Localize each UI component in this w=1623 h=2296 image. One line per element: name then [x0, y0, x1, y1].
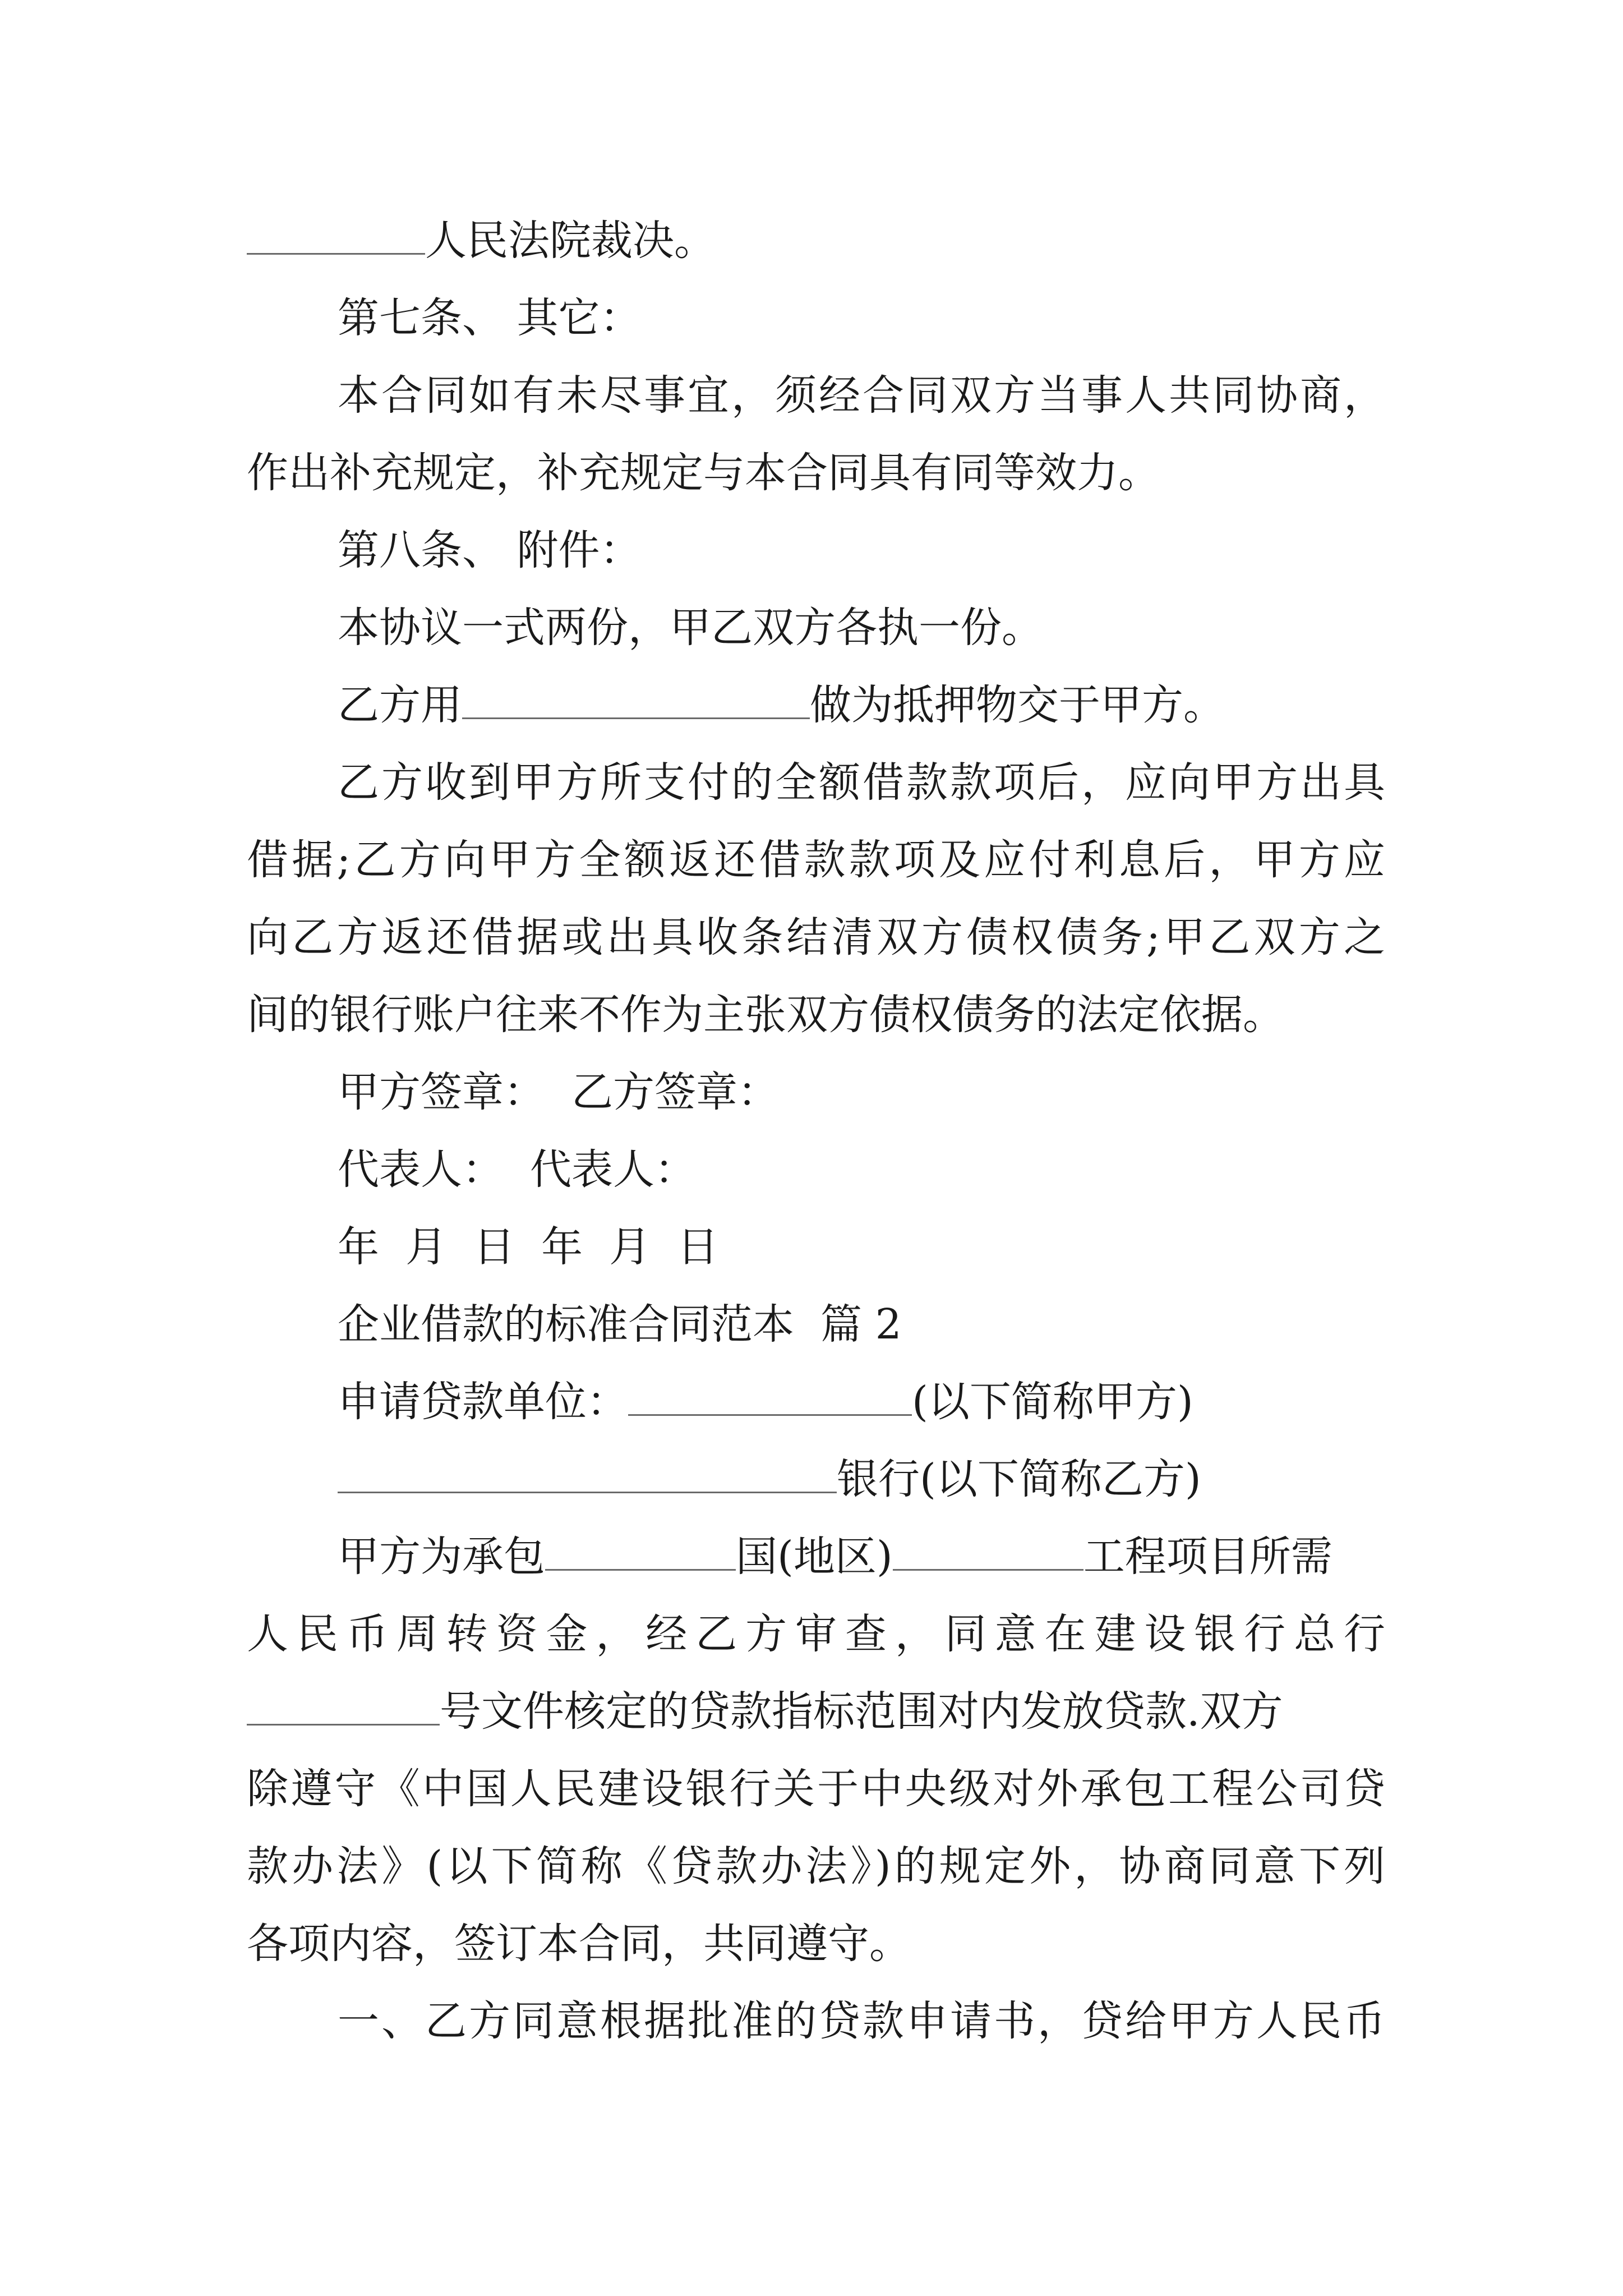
- paragraph-line: 本合同如有未尽事宜，须经合同双方当事人共同协商，: [338, 371, 1385, 420]
- bank-line: 银行(以下简称乙方): [338, 1458, 1385, 1500]
- section-title: 企业借款的标准合同范本 篇 2: [338, 1300, 902, 1349]
- blank-field: [462, 713, 810, 719]
- paragraph-line: 款办法》(以下简称《贷款办法》)的规定外，协商同意下列: [247, 1842, 1385, 1890]
- applicant-line: 申请贷款单位： (以下简称甲方): [338, 1378, 1193, 1426]
- paragraph-line: 乙方收到甲方所支付的全额借款款项后，应向甲方出具: [338, 758, 1385, 807]
- paragraph-line: 本协议一式两份，甲乙双方各执一份。: [338, 604, 1043, 652]
- blank-field: [893, 1565, 1083, 1571]
- document-number-line: 号文件核定的贷款指标范围对内发放贷款.双方: [247, 1691, 1385, 1732]
- court-ruling-line: 人民法院裁决。: [247, 220, 1385, 261]
- paragraph-line: 借据;乙方向甲方全额返还借款款项及应付利息后，甲方应: [247, 836, 1385, 884]
- article-7-heading: 第七条、 其它：: [338, 294, 642, 342]
- date-line: 年 月 日 年 月 日: [338, 1223, 719, 1271]
- paragraph-line: 除遵守《中国人民建设银行关于中央级对外承包工程公司贷: [247, 1765, 1385, 1813]
- paragraph-line: 作出补充规定，补充规定与本合同具有同等效力。: [247, 449, 1160, 497]
- paragraph-line: 向乙方返还借据或出具收条结清双方债权债务;甲乙双方之: [247, 913, 1385, 961]
- paragraph-line: 各项内容，签订本合同，共同遵守。: [247, 1920, 911, 1968]
- signature-line: 甲方签章： 乙方签章：: [338, 1068, 780, 1116]
- blank-field: [338, 1487, 837, 1493]
- paragraph-line: 间的银行账户往来不作为主张双方债权债务的法定依据。: [247, 991, 1284, 1039]
- paragraph-line: 人民币周转资金，经乙方审查，同意在建设银行总行: [247, 1610, 1385, 1658]
- blank-field: [247, 1719, 440, 1726]
- blank-field: [628, 1410, 912, 1416]
- collateral-line: 乙方用 做为抵押物交于甲方。: [338, 681, 1225, 729]
- blank-field: [545, 1565, 736, 1571]
- representative-line: 代表人： 代表人：: [338, 1145, 697, 1194]
- clause-1-line: 一、乙方同意根据批准的贷款申请书，贷给甲方人民币: [338, 1997, 1385, 2045]
- article-8-heading: 第八条、 附件：: [338, 526, 642, 574]
- blank-field: [247, 249, 425, 255]
- project-line: 甲方为承包 国(地区) 工程项目所需: [338, 1533, 1332, 1581]
